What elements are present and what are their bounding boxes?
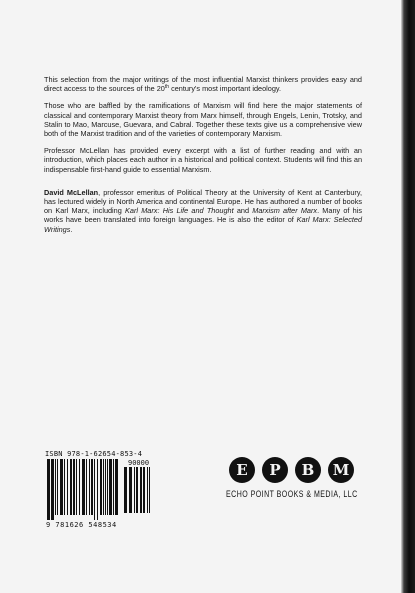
barcode-bar <box>129 467 132 513</box>
barcode-bar <box>140 467 142 513</box>
barcode-bar <box>143 467 145 513</box>
author-name: David McLellan <box>44 187 99 197</box>
barcode-bar <box>86 459 87 515</box>
description-paragraph-3: Professor McLellan has provided every excerpt with a list of further reading and with an introduction, which places each author in a historical and political context. Students will find this an indispensable first-hand guide to essential Marxism. <box>44 146 362 174</box>
publisher-logo <box>226 457 358 499</box>
barcode-bar <box>105 459 106 515</box>
barcode-bar <box>100 459 102 515</box>
isbn-barcode <box>46 459 120 520</box>
barcode-bar <box>91 459 93 515</box>
barcode-bar <box>67 459 68 515</box>
barcode-bar <box>136 467 138 513</box>
barcode-bar <box>113 459 114 515</box>
barcode-bar <box>97 459 98 520</box>
publisher-logo-circles <box>229 457 354 483</box>
barcode-bar <box>109 459 112 515</box>
book-spine-edge <box>401 0 415 593</box>
barcode-bar <box>47 459 50 520</box>
barcode-bar <box>51 459 54 520</box>
price-addon-digits: 90000 <box>128 459 150 467</box>
book-title: Karl Marx: Selected Writings <box>44 215 363 234</box>
description-paragraph-2: Those who are baffled by the ramifications of Marxism will find here the major statements of classical and contemporary Marxist theory from Marx himself, through Engels, Lenin, Trotsky, and Stalin to Mao, Marcuse, Guevara, and Cabral. Together these texts give us a comprehensive view both of the Marxist tradition and of the varieties of contemporary Marxism. <box>44 101 362 139</box>
barcode-bar <box>64 459 65 515</box>
description-paragraph-1: This selection from the major writings of the most influential Marxist thinkers provides easy and direct access to the sources of the 20th century's most important ideology. <box>44 75 362 94</box>
isbn-label: ISBN 978-1-62654-853-4 <box>45 450 143 458</box>
book-title: Marxism after Marx <box>252 206 318 216</box>
barcode-bar <box>124 467 127 513</box>
barcode-bar <box>82 459 85 515</box>
barcode-bar <box>103 459 104 515</box>
barcode-bar <box>149 467 150 513</box>
barcode-bar <box>94 459 95 520</box>
author-bio: David McLellan, professor emeritus of Political Theory at the University of Kent at Canterbury, has lectured widely in North America and continental Europe. He has authored a number of books on Karl Marx, including Karl Marx: His Life and Thought and Marxism after Marx. Many of his works have been translated into foreign languages. He is also the editor of Karl Marx: Selected Writings. <box>44 187 363 234</box>
logo-letter-p: P <box>262 457 288 483</box>
barcode-digits: 9 781626 548534 <box>46 521 117 529</box>
barcode-bar <box>79 459 80 515</box>
barcode-bar <box>115 459 118 515</box>
barcode-bar <box>57 459 58 515</box>
barcode-bar <box>70 459 72 515</box>
cover-text <box>44 75 362 242</box>
barcode-bar <box>55 459 56 515</box>
barcode-bar <box>73 459 75 515</box>
logo-letter-b: B <box>295 457 321 483</box>
logo-letter-m: M <box>328 457 354 483</box>
price-addon-barcode <box>123 467 151 518</box>
barcode-bar <box>60 459 63 515</box>
barcode-bar <box>76 459 77 515</box>
logo-letter-e: E <box>229 457 255 483</box>
barcode-bar <box>134 467 135 513</box>
publisher-name: ECHO POINT BOOKS & MEDIA, LLC <box>226 489 358 499</box>
barcode-bar <box>89 459 90 515</box>
book-title: Karl Marx: His Life and Thought <box>125 206 234 216</box>
barcode-bar <box>147 467 148 513</box>
barcode-bar <box>107 459 108 515</box>
